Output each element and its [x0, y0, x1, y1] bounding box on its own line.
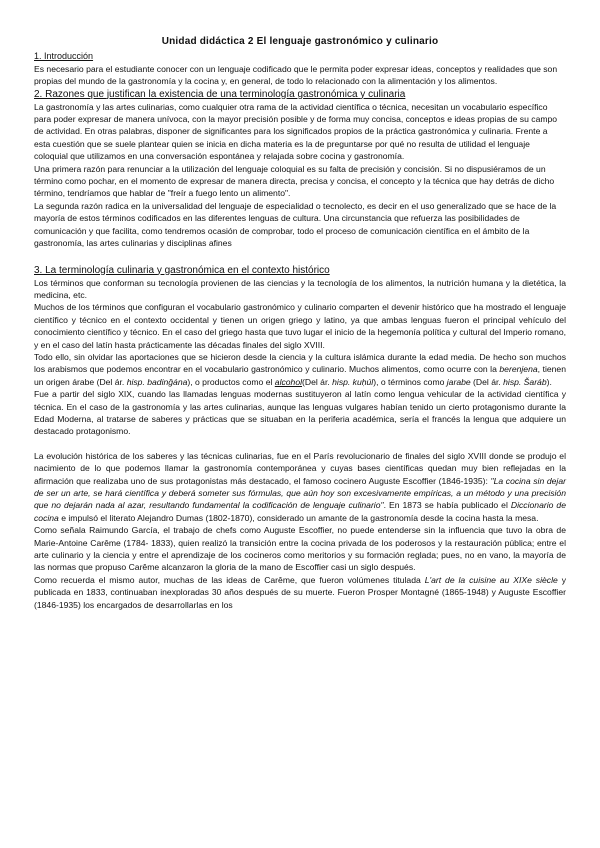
- text-run: ), o términos como: [373, 376, 447, 387]
- etymology-2: hisp. kuḥúl: [332, 376, 374, 387]
- etymology-1: hisp. badinǧána: [126, 376, 188, 387]
- section-2-heading: 2. Razones que justifican la existencia de una terminología gastronómica y culinaria: [34, 88, 406, 100]
- text-run: , tienen un origen árabe (Del ár.: [34, 364, 566, 387]
- text-run: La evolución histórica de los saberes y las técnicas culinarias, fue en el París revolucionario de finales del siglo XVIII donde se produjo el nacimiento de lo que podemos llamar la gastronomía contemporánea y cuyas bases científicas quedan muy bien reflejadas en la afirmación que realizaba uno de sus protagonistas más destacado, el famoso cocinero Auguste Escoffier (1846-1935):: [34, 450, 566, 486]
- section-2-paragraph-1: La gastronomía y las artes culinarias, como cualquier otra rama de la actividad científica o técnica, necesitan un vocabulario específico para poder expresar de manera unívoca, con la mayor precisión posible y de forma muy concisa, conceptos e ideas propias de su campo de actividad. En otras palabras, disponer de significantes para los significados propios de la práctica gastronómica y culinaria. Frente a esta cuestión que se suele plantear quien se inicia en dicha materia es la de preguntarse por qué no resulta de utilidad el lenguaje coloquial que utilizamos en una conversación espontánea y relajada sobre cocina y gastronomía.: [34, 101, 558, 162]
- text-run: Como recuerda el mismo autor, muchas de las ideas de Carême, que fueron volúmenes titulada: [34, 574, 425, 585]
- section-3-paragraph-4: Fue a partir del siglo XIX, cuando las llamadas lenguas modernas sustituyeron al latín como lengua vehicular de la actividad científica y técnica. En el caso de la gastronomía y las artes culinarias, aunque las lenguas vulgares habían tenido un cierto protagonismo durante la Edad Moderna, al tratarse de saberes y prácticas que se situaban en la periferia académica, sería el francés la lengua que adquiere un destacado protagonismo.: [34, 389, 566, 437]
- section-3-heading: 3. La terminología culinaria y gastronómica en el contexto histórico: [34, 264, 330, 276]
- section-2-paragraph-2: Una primera razón para renunciar a la utilización del lenguaje coloquial es su falta de precisión y concisión. Si no dispusiéramos de un término como pochar, en el momento de expresar de manera directa, precisa y concisa, el concepto y la técnica que hay detrás de dicho término, tendríamos que hablar de "freír a fuego lento un alimento".: [34, 163, 555, 199]
- term-berenjena: berenjena: [499, 364, 538, 375]
- section-3-paragraph-5: [34, 450, 566, 524]
- section-3-paragraph-1: Los términos que conforman su tecnología provienen de las ciencias y la tecnología de los alimentos, la nutrición humana y la dietética, la medicina, etc.: [34, 277, 566, 300]
- text-run: ).: [546, 376, 552, 387]
- term-jarabe: jarabe: [446, 376, 471, 387]
- spacer: [34, 438, 566, 450]
- section-3-paragraph-2: Muchos de los términos que configuran el vocabulario gastronómico y culinario comparten el devenir histórico que ha mostrado el lenguaje científico y técnico en el contexto occidental y tienen un origen griego y latino, ya que ambas lenguas fueron el principal vehículo del conocimiento científico y técnico. En el caso del griego hasta que tuvo lugar el inicio de la hegemonía política y cultural del Imperio romano, y en el caso del latín hasta prácticamente las décadas finales del siglo XVIII.: [34, 302, 566, 350]
- section-1-paragraph-1: Es necesario para el estudiante conocer con un lenguaje codificado que le permita poder expresar ideas, conceptos y realidades que son propias del mundo de la gastronomía y la cocina y, en general, de todo lo relacionado con la alimentación y los alimentos.: [34, 63, 558, 87]
- text-run: e impulsó el literato Alejandro Dumas (1802-1870), considerado un amante de la gastronomía desde la cocina hasta la mesa.: [58, 512, 539, 523]
- document-title: Unidad didáctica 2 El lenguaje gastronómico y culinario: [161, 36, 439, 47]
- escoffier-quote: "La cocina sin dejar de ser un arte, se hará científica y deberá someter sus fórmulas, que aún hoy son excesivamente empíricas, a un método y una precisión que no dejarán nada al azar, resultando fundamental la codificación de lenguaje culinario": [34, 475, 566, 511]
- section-3-paragraph-6: Como señala Raimundo García, el trabajo de chefs como Auguste Escoffier, no puede entenderse sin la influencia que tuvo la obra de Marie-Antoine Carême (1784- 1833), quien realizó la transición entre la cocina privada de los poderosos y la restauración pública; entre el arte culinario y la ciencia y entre el aprendizaje de los cocineros como meritorios y su formación reglada; pues, no en vano, la mayoría de las normas que propuso Carême alcanzaron la gloria de la mano de Escoffier casi un siglo después.: [34, 525, 566, 573]
- text-run: ), o productos como el: [187, 376, 275, 387]
- text-run: (Del ár.: [470, 376, 504, 387]
- term-alcohol: alcohol: [274, 376, 303, 387]
- section-2-paragraph-3: La segunda razón radica en la universalidad del lenguaje de especialidad o tecnolecto, es decir en el uso generalizado que se hace de la mayoría de estos términos codificados en las diferentes lenguas de cultura. Una circunstancia que refuerza las posibilidades de comunicación y que facilita, como tendremos ocasión de comprobar, todo el proceso de comunicación científica en el ámbito de la gastronomía, las artes culinarias y disciplinas afines: [34, 200, 557, 249]
- spacer: [34, 250, 566, 264]
- section-3-paragraph-3: [34, 351, 566, 388]
- text-run: Todo ello, sin olvidar las aportaciones que se hicieron desde la ciencia y la cultura islámica durante la edad media. De hecho son muchos los arabismos que podemos encontrar en el vocabulario gastronómico y culinario. Muchos alimentos, como ocurre con la: [34, 351, 566, 375]
- book-title-diccionario: Diccionario de cocina: [34, 500, 566, 523]
- text-run: y publicada en 1833, continuaban inexploradas 30 años después de su muerte. Fueron Prosper Montagné (1865-1948) y Auguste Escoffier (1846-1935) los encargados de desarrollarlas en los: [34, 574, 566, 610]
- book-title-careme: L'art de la cuisine au XIXe siècle: [424, 574, 558, 585]
- etymology-3: hisp. Šaráb: [503, 376, 547, 387]
- text-run: . En 1873 se había publicado el: [383, 500, 511, 511]
- section-3-paragraph-7: [34, 574, 566, 611]
- section-1-heading: 1. Introducción: [34, 51, 94, 62]
- text-run: (Del ár.: [302, 376, 333, 387]
